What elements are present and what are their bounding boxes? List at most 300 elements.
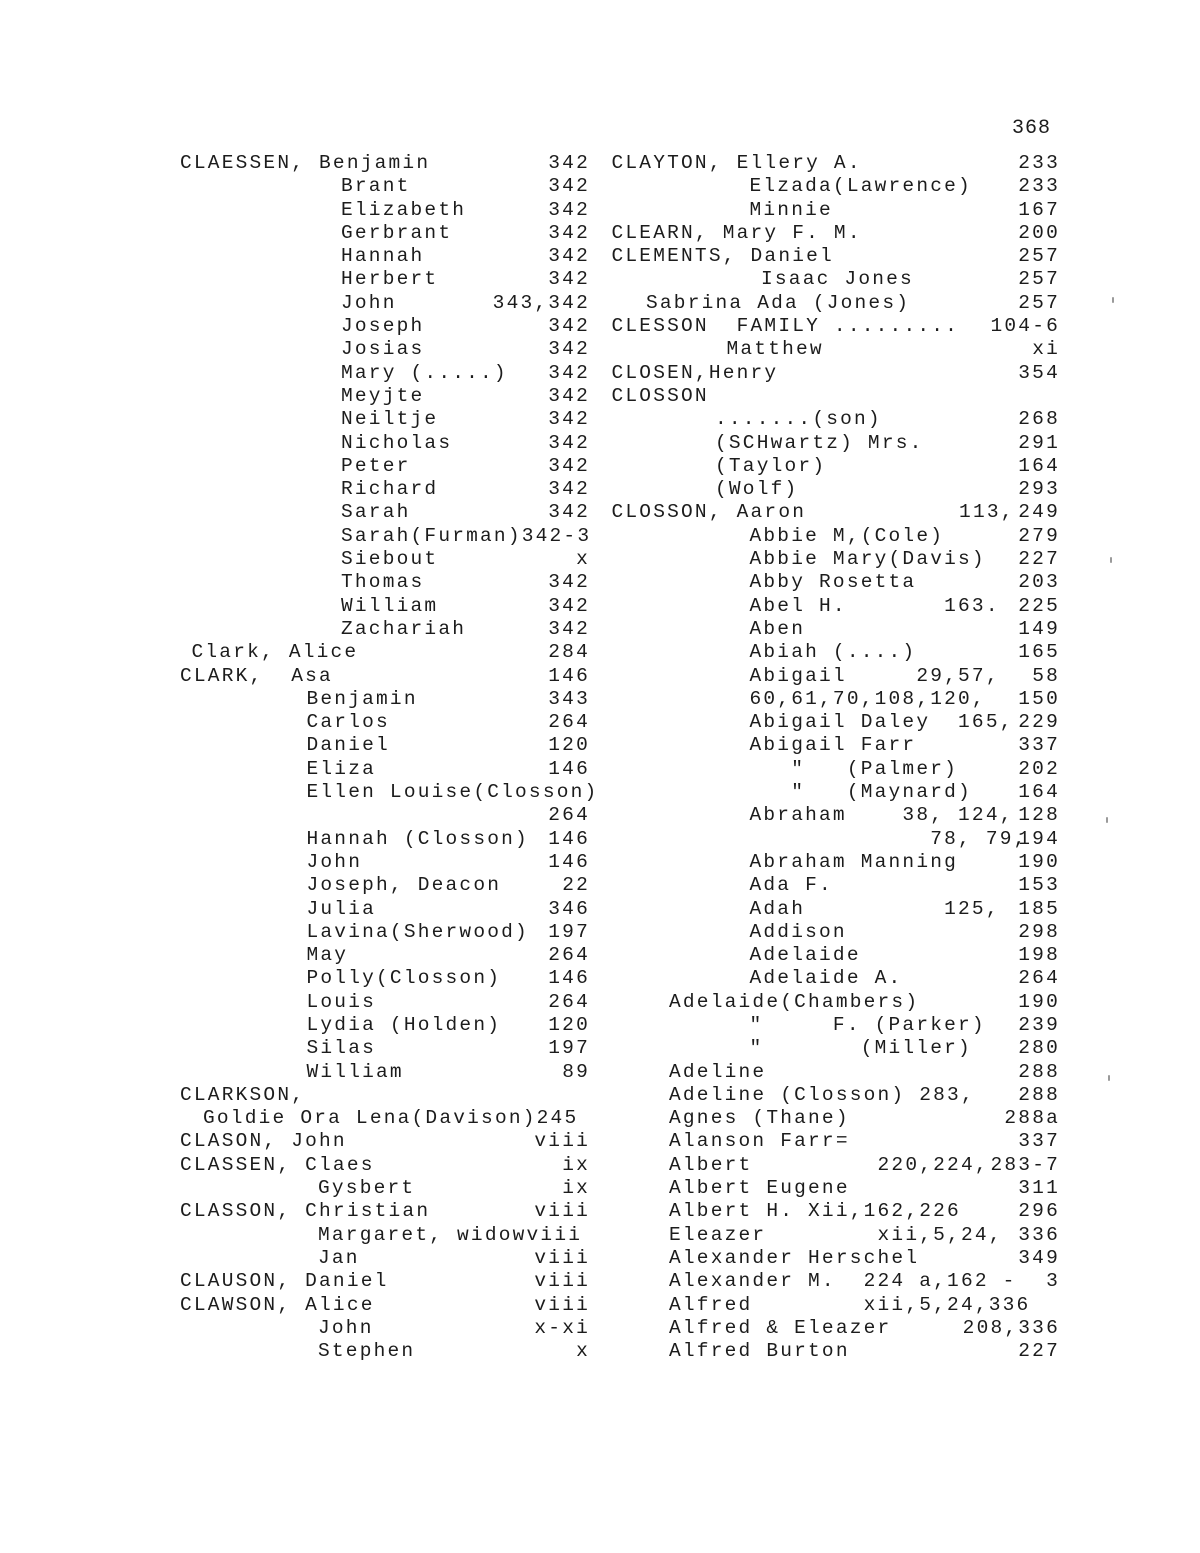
- entry-name: Sabrina Ada (Jones): [646, 291, 911, 314]
- entry-name: CLEMENTS, Daniel: [611, 245, 834, 268]
- entry-name: Joseph, Deacon: [306, 874, 502, 897]
- entry-page-ref: 58: [1032, 664, 1060, 687]
- entry-page-ref: 284: [548, 641, 590, 664]
- index-entry: [180, 898, 590, 921]
- entry-name: Brant: [341, 175, 411, 198]
- index-entry: [180, 1317, 590, 1340]
- entry-page-ref: 257: [1018, 268, 1060, 291]
- entry-page-ref: 288: [1018, 1060, 1060, 1083]
- entry-page-ref: 233: [1018, 152, 1060, 174]
- index-entry: [600, 874, 1060, 897]
- entry-page-ref: 190: [1018, 990, 1060, 1013]
- entry-name: " (Maynard): [749, 781, 972, 804]
- entry-name: Lydia (Holden): [306, 1013, 502, 1036]
- entry-name: William: [341, 594, 439, 617]
- entry-page-ref: 208,336: [962, 1316, 1060, 1339]
- entry-name: Isaac Jones: [761, 268, 914, 291]
- index-entry: [180, 665, 590, 688]
- entry-page-ref: 288: [1018, 1083, 1060, 1106]
- entry-name: Sarah: [341, 501, 411, 524]
- entry-name: Mary (.....): [341, 361, 508, 384]
- entry-name: CLASSEN, Claes: [180, 1153, 375, 1176]
- entry-page-ref: 354: [1018, 361, 1060, 384]
- entry-page-ref: 264: [548, 944, 590, 967]
- entry-name: Alanson Farr=: [669, 1130, 850, 1153]
- index-entry: [600, 618, 1060, 641]
- entry-page-ref: 164: [1018, 454, 1060, 477]
- index-entry: [600, 1061, 1060, 1084]
- entry-name: Benjamin: [306, 687, 418, 710]
- entry-name: Albert H. Xii,162,226: [669, 1200, 961, 1223]
- entry-page-ref: 296: [1018, 1200, 1060, 1223]
- entry-page-ref: 128: [1018, 804, 1060, 827]
- entry-name: Elzada(Lawrence): [749, 175, 972, 198]
- entry-name: Herbert: [341, 268, 439, 291]
- index-entry: [600, 338, 1060, 361]
- entry-name: (Taylor): [715, 454, 827, 477]
- index-entry: [180, 1270, 590, 1293]
- entry-name: Hannah (Closson): [306, 827, 529, 850]
- entry-name: Meyjte: [341, 384, 425, 407]
- index-entry: [180, 595, 590, 618]
- entry-name: 60,61,70,108,120,: [749, 687, 986, 710]
- entry-name: Jan: [318, 1246, 360, 1269]
- entry-name: Gysbert: [318, 1177, 416, 1200]
- entry-name: Carlos: [306, 711, 390, 734]
- entry-page-ref: 146: [548, 664, 590, 687]
- index-entry: [180, 944, 590, 967]
- index-entry: [180, 501, 590, 524]
- entry-name: Abigail 29,57,: [749, 664, 1000, 687]
- index-entry: [600, 478, 1060, 501]
- index-entry: [180, 921, 590, 944]
- index-entry: [180, 1061, 590, 1084]
- index-entry: [180, 1177, 590, 1200]
- index-entry: [180, 734, 590, 757]
- entry-name: CLAUSON, Daniel: [180, 1270, 389, 1293]
- index-entry: [600, 432, 1060, 455]
- index-entry: [600, 1340, 1060, 1363]
- index-entry: [180, 967, 590, 990]
- index-entry: [180, 1340, 590, 1363]
- scan-mark: [1110, 557, 1112, 563]
- entry-page-ref: viii: [534, 1200, 590, 1223]
- entry-page-ref: 342: [548, 408, 590, 431]
- index-entry: [180, 478, 590, 501]
- entry-page-ref: 268: [1018, 408, 1060, 431]
- entry-name: Eleazer xii,5,24,: [669, 1223, 1003, 1246]
- index-entry: [600, 385, 1060, 408]
- index-entry: [600, 1014, 1060, 1037]
- index-entry: [600, 804, 1060, 827]
- entry-page-ref: 342: [548, 571, 590, 594]
- entry-page-ref: 342: [548, 315, 590, 338]
- entry-page-ref: 342: [548, 594, 590, 617]
- entry-name: CLAESSEN, Benjamin: [180, 152, 431, 174]
- index-entry: [180, 1200, 590, 1223]
- entry-page-ref: x: [576, 548, 590, 571]
- entry-page-ref: 337: [1018, 1130, 1060, 1153]
- index-entry: [600, 362, 1060, 385]
- index-entry: [600, 1224, 1060, 1247]
- index-entry: [180, 152, 590, 175]
- entry-name: Richard: [341, 478, 439, 501]
- entry-page-ref: 227: [1018, 1340, 1060, 1363]
- index-entry: [600, 571, 1060, 594]
- entry-page-ref: 342: [548, 152, 590, 174]
- entry-name: Abraham 38, 124,: [749, 804, 1014, 827]
- index-entry: [180, 315, 590, 338]
- index-entry: [180, 1084, 590, 1107]
- entry-name: Adah 125,: [749, 897, 1000, 920]
- entry-page-ref: 150: [1018, 687, 1060, 710]
- entry-name: Joseph: [341, 315, 425, 338]
- entry-name: CLESSON FAMILY .........: [611, 315, 960, 338]
- entry-name: Abigail Daley 165,: [749, 711, 1014, 734]
- entry-name: Goldie Ora Lena(Davison)245: [203, 1107, 579, 1130]
- index-entry: [180, 338, 590, 361]
- entry-name: CLARK, Asa: [180, 664, 333, 687]
- entry-name: Eliza: [306, 757, 377, 780]
- entry-name: CLASON, John: [180, 1130, 347, 1153]
- entry-page-ref: 264: [548, 990, 590, 1013]
- entry-name: " (Miller): [749, 1037, 972, 1060]
- entry-name: John: [306, 850, 363, 873]
- entry-name: CLARKSON,: [180, 1083, 306, 1106]
- index-entry: [600, 501, 1060, 524]
- entry-page-ref: 146: [548, 757, 590, 780]
- entry-page-ref: 249: [1018, 501, 1060, 524]
- index-entry: [180, 688, 590, 711]
- index-entry: [600, 152, 1060, 175]
- index-entry: [600, 1084, 1060, 1107]
- index-entry: [600, 781, 1060, 804]
- index-entry: [600, 1037, 1060, 1060]
- entry-page-ref: 283-7: [990, 1153, 1060, 1176]
- entry-name: Stephen: [318, 1340, 416, 1363]
- entry-page-ref: 167: [1018, 198, 1060, 221]
- entry-name: Siebout: [341, 548, 439, 571]
- index-entry: [180, 548, 590, 571]
- index-entry: [600, 245, 1060, 268]
- entry-page-ref: ix: [562, 1177, 590, 1200]
- entry-name: Zachariah: [341, 617, 467, 640]
- entry-page-ref: 225: [1018, 594, 1060, 617]
- entry-page-ref: 342: [548, 175, 590, 198]
- entry-page-ref: viii: [534, 1246, 590, 1269]
- index-entry: [600, 199, 1060, 222]
- entry-page-ref: x: [576, 1340, 590, 1363]
- entry-name: Hannah: [341, 245, 425, 268]
- index-entry: [180, 618, 590, 641]
- entry-name: CLAYTON, Ellery A.: [611, 152, 862, 174]
- entry-page-ref: 342: [548, 478, 590, 501]
- index-entry: [600, 408, 1060, 431]
- index-entry: [180, 455, 590, 478]
- index-entry: [180, 1247, 590, 1270]
- scan-mark: [1108, 1075, 1110, 1081]
- index-entry: [180, 1294, 590, 1317]
- entry-page-ref: 342: [548, 361, 590, 384]
- entry-name: Alexander Herschel: [669, 1246, 920, 1269]
- entry-page-ref: 227: [1018, 548, 1060, 571]
- entry-page-ref: 264: [548, 804, 590, 827]
- entry-page-ref: 3: [1046, 1270, 1060, 1293]
- entry-page-ref: 342: [548, 501, 590, 524]
- index-entry: [600, 1154, 1060, 1177]
- entry-page-ref: 288a: [1004, 1107, 1060, 1130]
- index-entry: [600, 595, 1060, 618]
- entry-page-ref: 164: [1018, 781, 1060, 804]
- entry-page-ref: 149: [1018, 617, 1060, 640]
- index-entry: [180, 525, 590, 548]
- entry-name: CLOSEN,Henry: [611, 361, 779, 384]
- entry-name: 78, 79,: [749, 827, 1028, 850]
- index-column-left: [180, 152, 599, 1363]
- entry-name: CLOSSON, Aaron 113,: [611, 501, 1015, 524]
- entry-page-ref: 280: [1018, 1037, 1060, 1060]
- index-entry: [180, 292, 590, 315]
- index-entry: [600, 688, 1060, 711]
- entry-page-ref: 146: [548, 827, 590, 850]
- entry-name: Addison: [749, 920, 847, 943]
- entry-name: Adeline: [669, 1060, 767, 1083]
- entry-name: John: [341, 291, 397, 314]
- entry-name: Louis: [306, 990, 377, 1013]
- index-entry: [600, 967, 1060, 990]
- entry-page-ref: 342: [548, 454, 590, 477]
- entry-page-ref: 229: [1018, 711, 1060, 734]
- entry-name: May: [306, 944, 349, 967]
- entry-page-ref: 202: [1018, 757, 1060, 780]
- entry-name: .......(son): [715, 408, 882, 431]
- entry-page-ref: 198: [1018, 944, 1060, 967]
- entry-name: Ellen Louise(Closson): [306, 781, 599, 804]
- entry-name: Nicholas: [341, 431, 453, 454]
- index-entry: [180, 1037, 590, 1060]
- scan-mark: [1112, 297, 1114, 303]
- index-entry: [600, 1130, 1060, 1153]
- index-entry: [600, 455, 1060, 478]
- entry-page-ref: 342: [548, 245, 590, 268]
- entry-page-ref: 264: [1018, 967, 1060, 990]
- entry-page-ref: 203: [1018, 571, 1060, 594]
- entry-name: Alfred & Eleazer: [669, 1316, 892, 1339]
- entry-name: Silas: [306, 1037, 377, 1060]
- entry-name: CLASSON, Christian: [180, 1200, 431, 1223]
- index-entry: [600, 711, 1060, 734]
- entry-page-ref: 342: [548, 384, 590, 407]
- entry-name: Sarah(Furman)342-3: [341, 524, 592, 547]
- entry-page-ref: 298: [1018, 920, 1060, 943]
- index-entry: [180, 1014, 590, 1037]
- entry-page-ref: 22: [562, 874, 590, 897]
- index-entry: [180, 175, 590, 198]
- entry-name: (Wolf): [715, 478, 799, 501]
- entry-page-ref: 185: [1018, 897, 1060, 920]
- entry-name: Josias: [341, 338, 425, 361]
- entry-page-ref: ix: [562, 1153, 590, 1176]
- entry-name: Adelaide: [749, 944, 861, 967]
- entry-name: Abraham Manning: [749, 850, 959, 873]
- entry-page-ref: 120: [548, 1013, 590, 1036]
- index-entry: [180, 268, 590, 291]
- entry-page-ref: 239: [1018, 1013, 1060, 1036]
- index-entry: [600, 268, 1060, 291]
- index-entry: [180, 432, 590, 455]
- index-entry: [180, 781, 599, 804]
- entry-page-ref: 349: [1018, 1246, 1060, 1269]
- entry-name: Daniel: [306, 734, 390, 757]
- entry-name: Albert 220,224,: [669, 1153, 989, 1176]
- entry-name: Clark, Alice: [191, 641, 359, 664]
- index-entry: [180, 1224, 590, 1247]
- entry-page-ref: viii: [534, 1270, 590, 1293]
- entry-name: Agnes (Thane): [669, 1107, 850, 1130]
- index-entry: [600, 315, 1060, 338]
- entry-name: Polly(Closson): [306, 967, 502, 990]
- entry-page-ref: 342: [548, 268, 590, 291]
- entry-name: Alexander M. 224 a,162 -: [669, 1270, 1017, 1293]
- index-entry: [180, 828, 590, 851]
- page-number: 368: [1012, 117, 1052, 140]
- entry-page-ref: 146: [548, 850, 590, 873]
- entry-page-ref: 197: [548, 1037, 590, 1060]
- entry-name: Adelaide A.: [749, 967, 903, 990]
- entry-name: Abel H. 163.: [749, 594, 1000, 617]
- entry-name: Adeline (Closson) 283,: [669, 1083, 975, 1106]
- entry-name: " F. (Parker): [749, 1013, 986, 1036]
- entry-page-ref: 153: [1018, 874, 1060, 897]
- entry-name: Elizabeth: [341, 198, 467, 221]
- index-entry: [600, 851, 1060, 874]
- entry-name: Albert Eugene: [669, 1177, 850, 1200]
- entry-page-ref: 279: [1018, 524, 1060, 547]
- entry-name: Abbie Mary(Davis): [749, 548, 986, 571]
- index-entry: [180, 222, 590, 245]
- index-entry: [180, 245, 590, 268]
- entry-page-ref: 190: [1018, 850, 1060, 873]
- index-entry: [180, 1154, 590, 1177]
- index-entry: [180, 199, 590, 222]
- index-entry: [600, 1294, 1060, 1317]
- index-entry: [600, 898, 1060, 921]
- entry-page-ref: 197: [548, 920, 590, 943]
- entry-name: " (Palmer): [749, 757, 959, 780]
- entry-name: William: [306, 1060, 404, 1083]
- index-entry: [180, 408, 590, 431]
- entry-name: CLAWSON, Alice: [180, 1293, 375, 1316]
- index-entry: [600, 641, 1060, 664]
- index-entry: [600, 991, 1060, 1014]
- entry-name: Ada F.: [749, 874, 833, 897]
- index-entry: [600, 921, 1060, 944]
- index-entry: [180, 804, 590, 827]
- index-entry: [180, 851, 590, 874]
- entry-name: Peter: [341, 454, 411, 477]
- index-entry: [600, 1107, 1060, 1130]
- index-entry: [600, 548, 1060, 571]
- entry-page-ref: 291: [1018, 431, 1060, 454]
- entry-name: Adelaide(Chambers): [669, 990, 920, 1013]
- entry-page-ref: 120: [548, 734, 590, 757]
- index-entry: [600, 222, 1060, 245]
- entry-name: Abbie M,(Cole): [749, 524, 945, 547]
- index-entry: [600, 1247, 1060, 1270]
- index-entry: [180, 641, 590, 664]
- entry-page-ref: viii: [534, 1130, 590, 1153]
- index-entry: [600, 525, 1060, 548]
- index-entry: [600, 1200, 1060, 1223]
- entry-page-ref: 194: [1018, 827, 1060, 850]
- entry-name: Thomas: [341, 571, 425, 594]
- index-entry: [180, 874, 590, 897]
- index-entry: [600, 292, 1060, 315]
- index-entry: [180, 571, 590, 594]
- entry-page-ref: xi: [1032, 338, 1060, 361]
- index-entry: [180, 758, 590, 781]
- entry-page-ref: 342: [548, 617, 590, 640]
- entry-page-ref: 233: [1018, 175, 1060, 198]
- entry-page-ref: 293: [1018, 478, 1060, 501]
- index-entry: [180, 1130, 590, 1153]
- entry-name: Alfred Burton: [669, 1340, 850, 1363]
- entry-page-ref: 146: [548, 967, 590, 990]
- entry-page-ref: 342: [548, 338, 590, 361]
- entry-name: Margaret, widowviii: [318, 1223, 583, 1246]
- entry-page-ref: viii: [534, 1293, 590, 1316]
- entry-name: Gerbrant: [341, 221, 453, 244]
- index-entry: [600, 758, 1060, 781]
- entry-page-ref: 342: [548, 221, 590, 244]
- scan-mark: [1106, 817, 1108, 823]
- index-entry: [600, 734, 1060, 757]
- entry-page-ref: 264: [548, 711, 590, 734]
- entry-name: Abby Rosetta: [749, 571, 917, 594]
- entry-name: (SCHwartz) Mrs.: [715, 431, 924, 454]
- index-entry: [600, 175, 1060, 198]
- entry-page-ref: 343,342: [492, 291, 590, 314]
- index-column-right: [600, 152, 1060, 1363]
- entry-name: Abigail Farr: [749, 734, 917, 757]
- index-entry: [600, 665, 1060, 688]
- entry-page-ref: 342: [548, 198, 590, 221]
- entry-name: CLOSSON: [611, 384, 709, 407]
- index-entry: [180, 711, 590, 734]
- index-entry: [180, 385, 590, 408]
- entry-name: Alfred xii,5,24,336: [669, 1293, 1031, 1316]
- entry-page-ref: 346: [548, 897, 590, 920]
- entry-name: Lavina(Sherwood): [306, 920, 529, 943]
- index-entry: [180, 991, 590, 1014]
- index-entry: [600, 1177, 1060, 1200]
- entry-page-ref: 311: [1018, 1177, 1060, 1200]
- index-entry: [600, 828, 1060, 851]
- entry-name: Aben: [749, 617, 806, 640]
- entry-page-ref: 257: [1018, 245, 1060, 268]
- entry-name: Minnie: [749, 198, 833, 221]
- entry-name: Abiah (....): [749, 641, 917, 664]
- entry-name: Neiltje: [341, 408, 439, 431]
- entry-page-ref: 336: [1018, 1223, 1060, 1246]
- index-entry: [600, 1317, 1060, 1340]
- entry-page-ref: 343: [548, 687, 590, 710]
- entry-name: Matthew: [726, 338, 824, 361]
- entry-name: Julia: [306, 897, 377, 920]
- entry-page-ref: 337: [1018, 734, 1060, 757]
- entry-page-ref: 257: [1018, 291, 1060, 314]
- entry-page-ref: 200: [1018, 221, 1060, 244]
